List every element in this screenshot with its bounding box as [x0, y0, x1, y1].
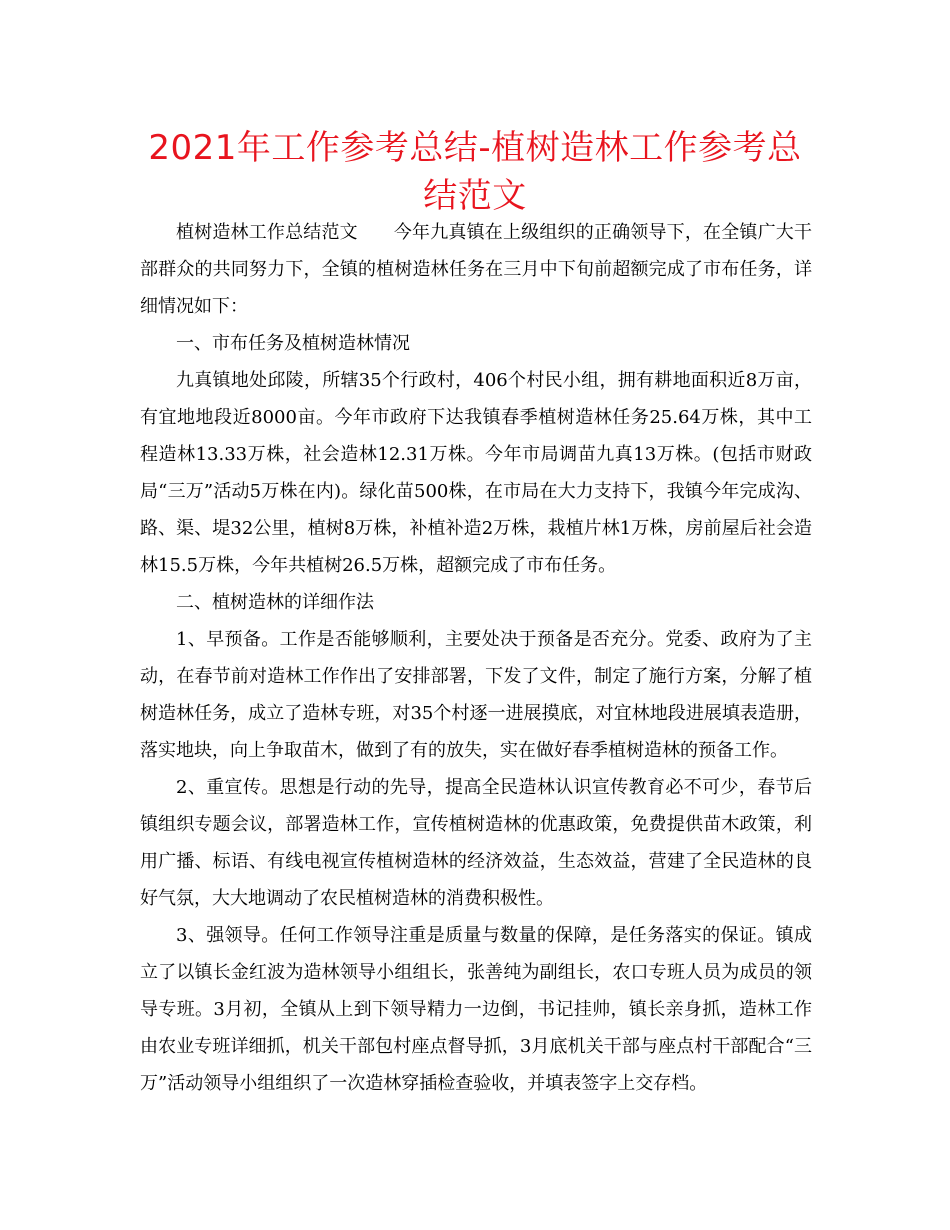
section-heading-1: 一、市布任务及植树造林情况 [176, 333, 410, 354]
intro-heading: 植树造林工作总结范文 [176, 222, 358, 243]
section-heading-2: 二、植树造林的详细作法 [176, 592, 374, 613]
document-body [140, 214, 812, 1102]
paragraph-preparation: 1、早预备。工作是否能够顺利，主要处决于预备是否充分。党委、政府为了主动，在春节前对造林工作作出了安排部署，下发了文件，制定了施行方案，分解了植树造林任务，成立了造林专班，对35个村逐一进展摸底，对宜林地段进展填表造册，落实地块，向上争取苗木，做到了有的放失，实在做好春季植树造林的预备工作。 [140, 629, 812, 761]
paragraph-situation: 九真镇地处邱陵，所辖35个行政村，406个村民小组，拥有耕地面积近8万亩，有宜地地段近8000亩。今年市政府下达我镇春季植树造林任务25.64万株，其中工程造林13.33万株，社会造林12.31万株。今年市局调苗九真13万株。(包括市财政局“三万”活动5万株在内)。绿化苗500株，在市局在大力支持下，我镇今年完成沟、路、渠、堤32公里，植树8万株，补植补造2万株，栽植片林1万株，房前屋后社会造林15.5万株，今年共植树26.5万株，超额完成了市布任务。 [140, 370, 812, 576]
document-title: 2021年工作参考总结-植树造林工作参考总结范文 [148, 128, 802, 216]
paragraph-publicity: 2、重宣传。思想是行动的先导，提高全民造林认识宣传教育必不可少，春节后镇组织专题会议，部署造林工作，宣传植树造林的优惠政策，免费提供苗木政策，利用广播、标语、有线电视宣传植树造林的经济效益，生态效益，营建了全民造林的良好气氛，大大地调动了农民植树造林的消费积极性。 [140, 777, 812, 909]
paragraph-leadership: 3、强领导。任何工作领导注重是质量与数量的保障，是任务落实的保证。镇成立了以镇长金红波为造林领导小组组长，张善纯为副组长，农口专班人员为成员的领导专班。3月初，全镇从上到下领导精力一边倒，书记挂帅，镇长亲身抓，造林工作由农业专班详细抓，机关干部包村座点督导抓，3月底机关干部与座点村干部配合“三万”活动领导小组组织了一次造林穿插检查验收，并填表签字上交存档。 [140, 925, 812, 1094]
intro-text: 今年九真镇在上级组织的正确领导下，在全镇广大干部群众的共同努力下，全镇的植树造林任务在三月中下旬前超额完成了市布任务，详细情况如下： [140, 222, 812, 317]
paragraph-intro [140, 214, 812, 325]
